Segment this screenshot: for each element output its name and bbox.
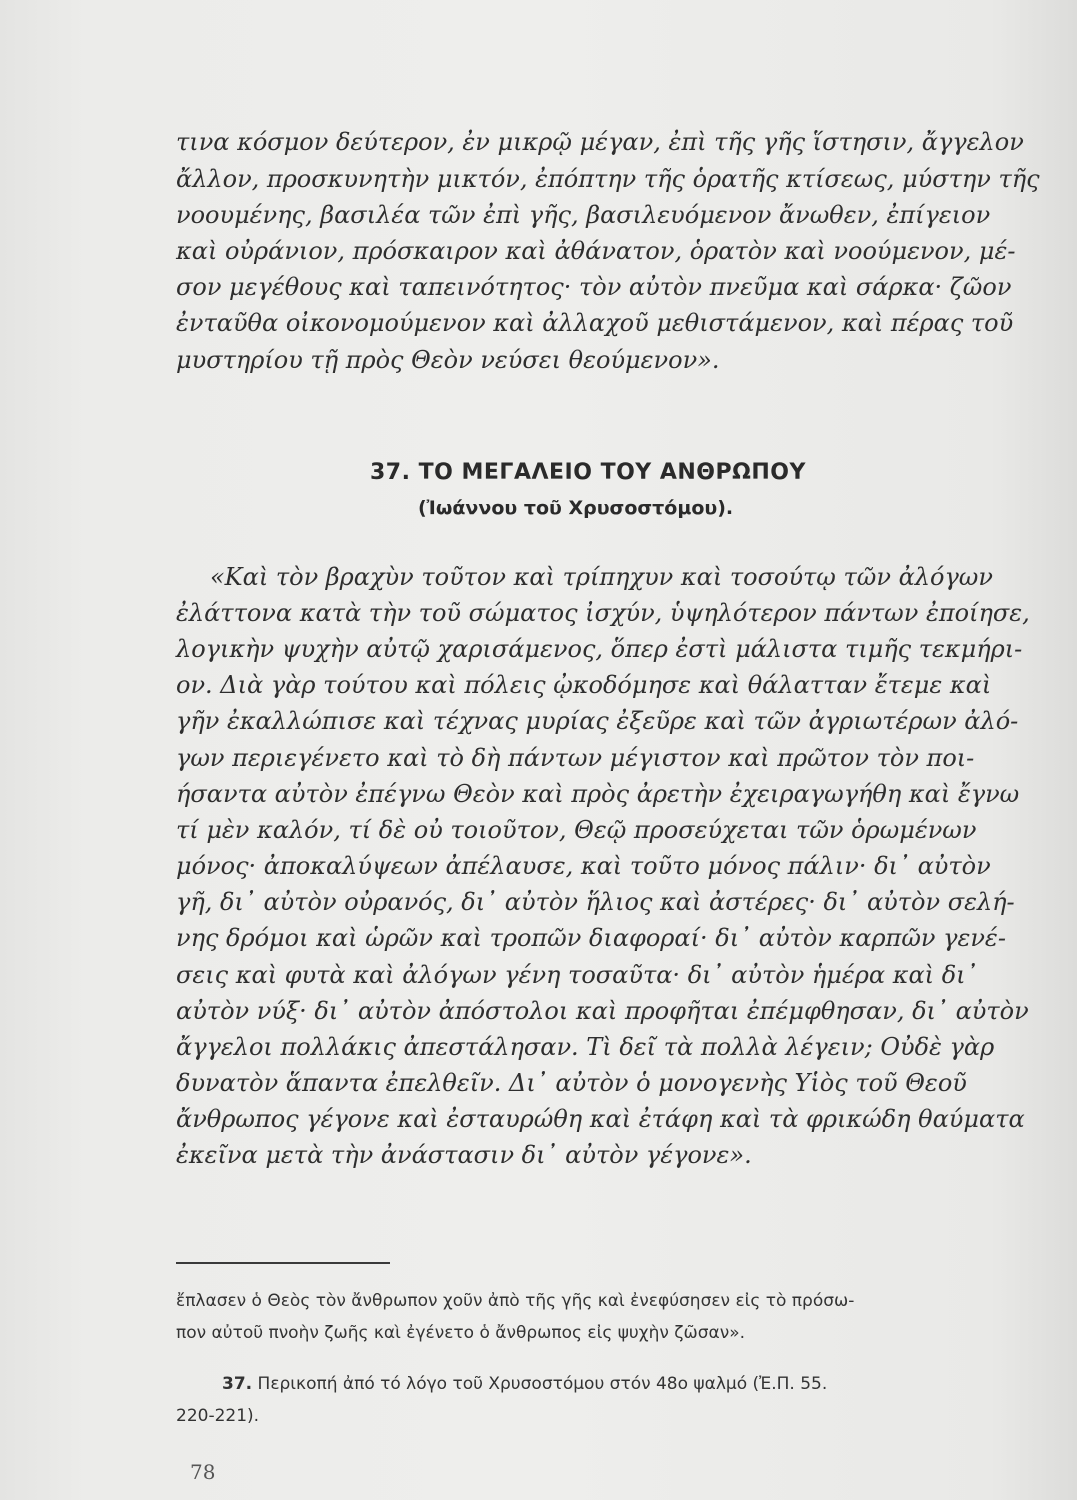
intro-line-6: ἐνταῦθα οἰκονομούμενον καὶ ἀλλαχοῦ μεθιστάμενον, καὶ πέρας τοῦ — [176, 309, 1014, 337]
body-line-16: ἄνθρωπος γέγονε καὶ ἐσταυρώθη καὶ ἐτάφη καὶ τὰ φρικώδη θαύματα — [176, 1105, 1025, 1133]
body-line-17: ἐκεῖνα μετὰ τὴν ἀνάστασιν δι᾽ αὐτὸν γέγονε». — [176, 1141, 752, 1169]
intro-line-4: καὶ οὐράνιον, πρόσκαιρον καὶ ἀθάνατον, ὁρατὸν καὶ νοούμενον, μέ- — [176, 237, 1016, 265]
intro-line-5: σον μεγέθους καὶ ταπεινότητος· τὸν αὐτὸν πνεῦμα καὶ σάρκα· ζῶον — [176, 273, 1012, 301]
body-line-5: γῆν ἐκαλλώπισε καὶ τέχνας μυρίας ἐξεῦρε καὶ τῶν ἀγριωτέρων ἀλό- — [176, 707, 1019, 735]
footnote-text: Περικοπή ἀπό τό λόγο τοῦ Χρυσοστόμου στόν 48ο ψαλμό (Ἐ.Π. 55. — [257, 1374, 828, 1394]
body-line-3: λογικὴν ψυχὴν αὐτῷ χαρισάμενος, ὅπερ ἐστὶ μάλιστα τιμῆς τεκμήρι- — [176, 635, 1023, 663]
section-subtitle: (Ἰωάννου τοῦ Χρυσοστόμου). — [418, 497, 734, 519]
body-line-4: ον. Διὰ γὰρ τούτου καὶ πόλεις ᾠκοδόμησε καὶ θάλατταν ἔτεμε καὶ — [176, 671, 992, 699]
intro-line-1: τινα κόσμον δεύτερον, ἐν μικρῷ μέγαν, ἐπὶ τῆς γῆς ἵστησιν, ἄγγελον — [176, 128, 1024, 156]
body-line-1: «Καὶ τὸν βραχὺν τοῦτον καὶ τρίπηχυν καὶ τοσούτῳ τῶν ἀλόγων — [210, 563, 993, 591]
page-number: 78 — [190, 1460, 216, 1484]
body-line-14: ἄγγελοι πολλάκις ἀπεστάλησαν. Τὶ δεῖ τὰ πολλὰ λέγειν; Οὐδὲ γὰρ — [176, 1033, 995, 1061]
body-line-8: τί μὲν καλόν, τί δὲ οὐ τοιοῦτον, Θεῷ προσεύχεται τῶν ὁρωμένων — [176, 816, 977, 844]
body-line-9: μόνος· ἀποκαλύψεων ἀπέλαυσε, καὶ τοῦτο μόνος πάλιν· δι᾽ αὐτὸν — [176, 852, 991, 880]
body-line-11: νης δρόμοι καὶ ὡρῶν καὶ τροπῶν διαφοραί· δι᾽ αὐτὸν καρπῶν γενέ- — [176, 924, 1006, 952]
footnote-cont-line-1: ἔπλασεν ὁ Θεὸς τὸν ἄνθρωπον χοῦν ἀπὸ τῆς γῆς καὶ ἐνεφύσησεν εἰς τὸ πρόσω- — [176, 1291, 855, 1311]
body-line-12: σεις καὶ φυτὰ καὶ ἀλόγων γένη τοσαῦτα· δι᾽ αὐτὸν ἡμέρα καὶ δι᾽ — [176, 961, 978, 989]
body-line-6: γων περιεγένετο καὶ τὸ δὴ πάντων μέγιστον καὶ πρῶτον τὸν ποι- — [176, 744, 975, 772]
body-line-10: γῆ, δι᾽ αὐτὸν οὐρανός, δι᾽ αὐτὸν ἥλιος καὶ ἀστέρες· δι᾽ αὐτὸν σελή- — [176, 888, 1015, 916]
intro-line-7: μυστηρίου τῇ πρὸς Θεὸν νεύσει θεούμενον». — [176, 346, 720, 374]
footnote-cont-line-2: πον αὐτοῦ πνοὴν ζωῆς καὶ ἐγένετο ὁ ἄνθρωπος εἰς ψυχὴν ζῶσαν». — [176, 1323, 746, 1343]
footnote-rule — [176, 1262, 390, 1264]
body-line-15: δυνατὸν ἅπαντα ἐπελθεῖν. Δι᾽ αὐτὸν ὁ μονογενὴς Υἱὸς τοῦ Θεοῦ — [176, 1069, 967, 1097]
body-line-2: ἐλάττονα κατὰ τὴν τοῦ σώματος ἰσχύν, ὑψηλότερον πάντων ἐποίησε, — [176, 599, 1030, 627]
intro-line-2: ἄλλον, προσκυνητὴν μικτόν, ἐπόπτην τῆς ὁρατῆς κτίσεως, μύστην τῆς — [176, 165, 1040, 193]
body-line-13: αὐτὸν νύξ· δι᾽ αὐτὸν ἀπόστολοι καὶ προφῆται ἐπέμφθησαν, δι᾽ αὐτὸν — [176, 997, 1029, 1025]
intro-line-3: νοουμένης, βασιλέα τῶν ἐπὶ γῆς, βασιλευόμενον ἄνωθεν, ἐπίγειον — [176, 201, 991, 229]
footnote-37-line-2: 220-221). — [176, 1406, 260, 1426]
section-title: 37. ΤΟ ΜΕΓΑΛΕΙΟ ΤΟΥ ΑΝΘΡΩΠΟΥ — [370, 460, 806, 485]
footnote-number: 37. — [222, 1374, 253, 1394]
body-line-7: ήσαντα αὐτὸν ἐπέγνω Θεὸν καὶ πρὸς ἀρετὴν ἐχειραγωγήθη καὶ ἔγνω — [176, 780, 1020, 808]
footnote-37-line-1 — [222, 1373, 827, 1395]
